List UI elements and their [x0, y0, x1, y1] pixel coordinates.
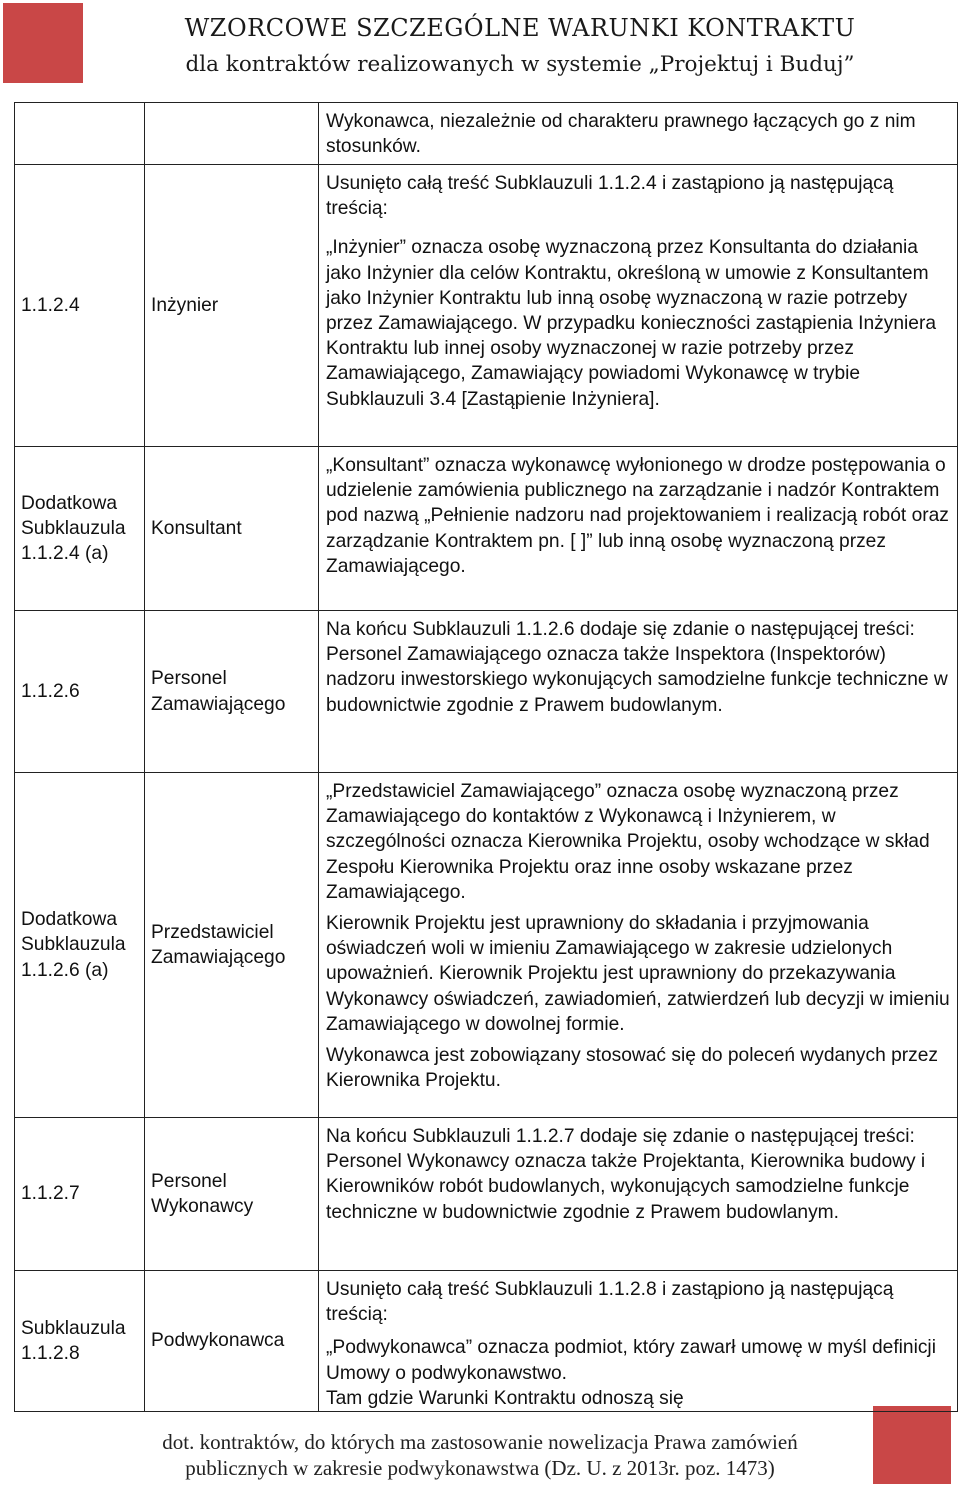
footer-note-line1: dot. kontraktów, do których ma zastosowanie nowelizacja Prawa zamówień	[162, 1430, 798, 1454]
clause-text	[319, 611, 958, 773]
clause-paragraph: Usunięto całą treść Subklauzuli 1.1.2.4 i zastąpiono ją następującą treścią:	[326, 173, 894, 220]
clause-name: Inżynier	[145, 165, 319, 447]
clause-paragraph: Na końcu Subklauzuli 1.1.2.6 dodaje się zdanie o następującej treści:	[326, 619, 915, 640]
table-row	[15, 103, 958, 165]
table-row	[15, 611, 958, 773]
clause-name: Przedstawiciel Zamawiającego	[145, 773, 319, 1118]
clause-paragraph: „Przedstawiciel Zamawiającego” oznacza osobę wyznaczoną przez Zamawiającego do kontaktów z Wykonawcą i Inżynierem, w szczególności oznacza Kierownika Projektu, osoby wchodzące w skład Zespołu Kierownika Projektu oraz inne osoby wskazane przez Zamawiającego.	[326, 781, 930, 903]
table-row	[15, 773, 958, 1118]
clause-paragraph: Kierownik Projektu jest uprawniony do składania i przyjmowania oświadczeń woli w imieniu Zamawiającego w zakresie udzielonych upoważnień. Kierownik Projektu jest uprawniony do przekazywania Wykonawcy oświadczeń, zawiadomień, zatwierdzeń lub decyzji w imieniu Zamawiającego w dowolnej formie.	[326, 913, 950, 1035]
table-row	[15, 1271, 958, 1412]
clause-paragraph: Wykonawca, niezależnie od charakteru prawnego łączących go z nim stosunków.	[326, 111, 916, 158]
table-row	[15, 1118, 958, 1271]
clause-paragraph: „Inżynier” oznacza osobę wyznaczoną przez Konsultanta do działania jako Inżynier dla celów Kontraktu, określoną w umowie z Konsultantem jako Inżynier Kontraktu lub inną osobę wyznaczoną w razie potrzeby przez Zamawiającego. W przypadku konieczności zastąpienia Inżyniera Kontraktu lub innej osoby wyznaczonej w razie potrzeby przez Zamawiającego, Zamawiający powiadomi Wykonawcę w trybie Subklauzuli 3.4 [Zastąpienie Inżyniera].	[326, 237, 937, 410]
header-title: WZORCOWE SZCZEGÓLNE WARUNKI KONTRAKTU	[184, 14, 856, 42]
clause-number: Subklauzula 1.1.2.8	[15, 1271, 145, 1412]
clause-name	[145, 103, 319, 165]
clause-paragraph: Wykonawca jest zobowiązany stosować się do poleceń wydanych przez Kierownika Projektu.	[326, 1045, 939, 1092]
clause-name: Personel Wykonawcy	[145, 1118, 319, 1271]
clause-paragraph: „Podwykonawca” oznacza podmiot, który zawarł umowę w myśl definicji Umowy o podwykonawstwo.	[326, 1337, 936, 1384]
clause-name: Konsultant	[145, 447, 319, 611]
table-row	[15, 447, 958, 611]
clause-paragraph: Personel Wykonawcy oznacza także Projektanta, Kierownika budowy i Kierowników robót budowlanych, wykonujących samodzielne funkcje techniczne w budownictwie zgodnie z Prawem budowlanym.	[326, 1151, 926, 1223]
clause-text	[319, 447, 958, 611]
header-subtitle: dla kontraktów realizowanych w systemie „Projektuj i Buduj”	[185, 52, 855, 77]
clause-paragraph: „Konsultant” oznacza wykonawcę wyłonionego w drodze postępowania o udzielenie zamówienia publicznego na zarządzanie i nadzór Kontraktem pod nazwą „Pełnienie nadzoru nad projektowaniem i realizacją robót oraz zarządzanie Kontraktem pn. [ ]” lub inną osobę wyznaczoną przez Zamawiającego.	[326, 455, 949, 577]
clause-number	[15, 103, 145, 165]
clause-text	[319, 773, 958, 1118]
clause-number: 1.1.2.4	[15, 165, 145, 447]
clause-number: 1.1.2.6	[15, 611, 145, 773]
clause-paragraph: Personel Zamawiającego oznacza także Inspektora (Inspektorów) nadzoru inwestorskiego wykonujących samodzielne funkcje techniczne w budownictwie zgodnie z Prawem budowlanym.	[326, 644, 948, 716]
clause-text	[319, 1271, 958, 1412]
clause-paragraph: Usunięto całą treść Subklauzuli 1.1.2.8 i zastąpiono ją następującą treścią:	[326, 1279, 894, 1326]
footer-note-line2: publicznych w zakresie podwykonawstwa (Dz. U. z 2013r. poz. 1473)	[185, 1456, 775, 1480]
clause-text	[319, 103, 958, 165]
clause-text	[319, 165, 958, 447]
clause-name: Personel Zamawiającego	[145, 611, 319, 773]
clause-paragraph: Na końcu Subklauzuli 1.1.2.7 dodaje się zdanie o następującej treści:	[326, 1126, 915, 1147]
clause-name: Podwykonawca	[145, 1271, 319, 1412]
clause-paragraph: Tam gdzie Warunki Kontraktu odnoszą się	[326, 1387, 684, 1409]
clause-text	[319, 1118, 958, 1271]
clause-number: Dodatkowa Subklauzula 1.1.2.4 (a)	[15, 447, 145, 611]
clause-number: Dodatkowa Subklauzula 1.1.2.6 (a)	[15, 773, 145, 1118]
definitions-table	[14, 102, 958, 1412]
clause-number: 1.1.2.7	[15, 1118, 145, 1271]
table-row	[15, 165, 958, 447]
